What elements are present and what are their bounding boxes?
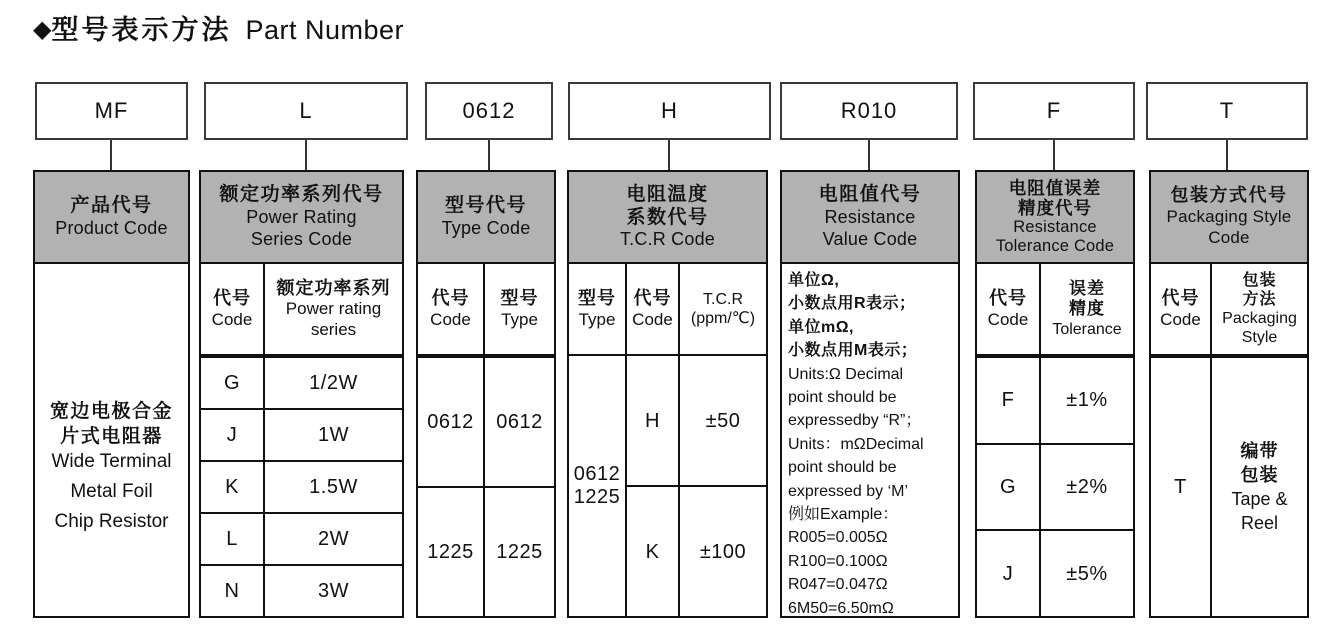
subheader-zh: 型号 <box>578 288 616 308</box>
row-code: T <box>1151 358 1212 616</box>
row-value: 2W <box>318 528 349 550</box>
column-product-code <box>33 170 190 618</box>
packaging-table-subheader <box>1151 264 1307 356</box>
table-row <box>977 443 1133 530</box>
subheader-en: Code <box>211 309 253 329</box>
subheader-en: Code <box>430 309 471 329</box>
note-line: R047=0.047Ω <box>788 576 888 594</box>
row-code: F <box>977 358 1041 443</box>
part-box-value: 0612 <box>462 98 516 123</box>
row-value: 1W <box>318 424 349 446</box>
table-row <box>201 408 402 460</box>
table-row <box>418 356 554 486</box>
column-packaging <box>1149 170 1309 618</box>
resistance-value-notes <box>780 262 960 618</box>
part-box-value: MF <box>94 98 129 123</box>
description-line: Metal Foil <box>70 480 153 502</box>
header-en: Power Rating <box>246 206 357 227</box>
subheader-zh: 代号 <box>431 288 470 308</box>
note-line: R005=0.005Ω <box>788 529 888 547</box>
row-code: H <box>627 356 680 485</box>
subheader-code <box>1151 264 1212 354</box>
note-line: expressedby “R”； <box>788 412 922 430</box>
description-line: Wide Terminal <box>51 450 172 472</box>
row-value: 1/2W <box>309 372 358 394</box>
column-tolerance <box>975 170 1135 618</box>
subheader-en: Type <box>578 309 616 329</box>
header-zh: 包装方式代号 <box>1170 185 1288 206</box>
header-en: T.C.R Code <box>619 229 716 250</box>
connector-line <box>110 140 112 172</box>
product-code-header <box>33 170 190 264</box>
table-row <box>977 356 1133 443</box>
page-title <box>33 8 404 47</box>
note-line: 单位mΩ, <box>788 318 855 336</box>
header-zh: 精度代号 <box>1018 198 1092 219</box>
packaging-line: Tape & <box>1231 489 1288 509</box>
row-type: 0612 <box>496 411 543 433</box>
power-table-subheader <box>201 264 402 356</box>
table-row <box>201 564 402 616</box>
subheader-zh: 方法 <box>1242 290 1277 308</box>
part-box-product-code <box>35 82 188 140</box>
type-code-table <box>416 262 556 618</box>
row-type: 1225 <box>496 541 543 563</box>
subheader-en: Style <box>1241 329 1278 347</box>
header-en: Code <box>1208 227 1250 247</box>
part-box-value: T <box>1219 98 1235 123</box>
table-row <box>201 512 402 564</box>
subheader-en: Type <box>501 309 538 329</box>
subheader-zh: 代号 <box>213 288 251 308</box>
header-zh: 产品代号 <box>70 195 153 217</box>
header-zh: 型号代号 <box>444 195 527 217</box>
note-line: expressed by ‘M’ <box>788 482 909 500</box>
row-value: ±5% <box>1066 562 1108 585</box>
part-box-value: L <box>299 98 313 123</box>
header-zh: 电阻温度 <box>626 183 709 205</box>
subheader-en: (ppm/℃) <box>690 310 756 327</box>
row-value: 1.5W <box>309 476 358 498</box>
row-value <box>1212 358 1307 616</box>
row-value: ±2% <box>1066 476 1108 498</box>
row-code: 0612 <box>418 358 485 486</box>
type-table-subheader <box>418 264 554 356</box>
column-tcr-code <box>567 170 768 618</box>
description-line: 宽边电极合金 <box>49 400 173 422</box>
row-value: ±50 <box>705 409 741 432</box>
part-box-value: F <box>1046 98 1062 123</box>
type-code-header <box>416 170 556 264</box>
table-row <box>418 486 554 616</box>
note-line: 6M50=6.50mΩ <box>788 599 894 617</box>
subheader-zh: 误差 <box>1069 279 1105 299</box>
subheader-code <box>418 264 485 354</box>
tcr-table-body <box>569 356 766 616</box>
connector-line <box>488 140 490 172</box>
type-value: 1225 <box>573 486 621 508</box>
subheader-zh: 精度 <box>1069 299 1105 319</box>
header-en: Type Code <box>441 217 531 238</box>
subheader-en: series <box>310 319 357 339</box>
column-type-code <box>416 170 556 618</box>
row-code: 1225 <box>418 488 485 616</box>
row-code: J <box>977 531 1041 616</box>
subheader-tolerance <box>1041 264 1133 354</box>
tolerance-table <box>975 262 1135 618</box>
subheader-zh: 型号 <box>500 288 539 308</box>
header-en: Product Code <box>55 217 168 238</box>
subheader-en: Packaging <box>1222 310 1297 327</box>
row-code: N <box>201 566 265 616</box>
part-box-tolerance <box>973 82 1135 140</box>
row-code: K <box>627 487 680 616</box>
row-code: G <box>201 358 265 408</box>
connector-line <box>1226 140 1228 172</box>
subheader-code <box>627 264 680 354</box>
table-row <box>201 356 402 408</box>
subheader-type <box>485 264 554 354</box>
part-box-resistance <box>780 82 958 140</box>
header-en: Series Code <box>250 228 353 249</box>
column-power-rating <box>199 170 404 618</box>
header-en: Packaging Style <box>1166 207 1292 227</box>
note-line: 例如Example： <box>788 506 899 524</box>
tcr-rows <box>627 356 766 616</box>
subheader-style <box>1212 264 1307 354</box>
subheader-en: Code <box>632 309 673 329</box>
header-zh: 电阻值代号 <box>818 184 922 206</box>
row-value: ±100 <box>699 540 747 563</box>
description-line: Chip Resistor <box>54 510 169 532</box>
packaging-header <box>1149 170 1309 264</box>
resistance-value-header <box>780 170 960 264</box>
header-en: Value Code <box>822 228 918 249</box>
connector-line <box>305 140 307 172</box>
packaging-line: Reel <box>1240 513 1279 533</box>
note-line: point should be <box>788 389 897 407</box>
table-row <box>977 529 1133 616</box>
subheader-series <box>265 264 402 354</box>
note-line: point should be <box>788 459 897 477</box>
power-rating-header <box>199 170 404 264</box>
subheader-en: Power rating <box>285 299 382 319</box>
packaging-line: 包装 <box>1240 465 1279 485</box>
connector-line <box>868 140 870 172</box>
connector-line <box>668 140 670 172</box>
note-line: Units:Ω Decimal <box>788 365 904 383</box>
type-value: 0612 <box>573 463 621 485</box>
table-row <box>1151 356 1307 616</box>
subheader-zh: 代号 <box>1161 288 1200 308</box>
row-code: L <box>201 514 265 564</box>
subheader-en: Code <box>987 309 1029 329</box>
table-row <box>627 485 766 616</box>
part-box-packaging <box>1146 82 1308 140</box>
part-box-value: H <box>661 98 678 123</box>
subheader-en: Tolerance <box>1052 320 1122 338</box>
subheader-zh: 代号 <box>989 288 1027 308</box>
table-row <box>627 356 766 485</box>
subheader-zh: 额定功率系列 <box>276 277 391 298</box>
table-row <box>201 460 402 512</box>
title-en: Part Number <box>245 15 405 45</box>
tcr-type-span <box>569 356 627 616</box>
row-code: J <box>201 410 265 460</box>
part-box-value: R010 <box>840 98 898 123</box>
subheader-code <box>977 264 1041 354</box>
note-line: R100=0.100Ω <box>788 552 888 570</box>
subheader-tcr <box>680 264 766 354</box>
part-box-tcr-code <box>568 82 771 140</box>
subheader-en: T.C.R <box>703 290 743 308</box>
subheader-en: Code <box>1160 309 1201 329</box>
description-line: 片式电阻器 <box>60 425 163 447</box>
header-zh: 系数代号 <box>626 207 709 229</box>
row-code: G <box>977 445 1041 530</box>
diamond-icon: ◆ <box>33 16 52 43</box>
note-line: 单位Ω, <box>788 272 840 289</box>
subheader-type <box>569 264 627 354</box>
power-rating-table <box>199 262 404 618</box>
note-line: 小数点用R表示； <box>788 295 916 313</box>
subheader-code <box>201 264 265 354</box>
header-en: Resistance <box>824 206 916 227</box>
part-box-type-code <box>425 82 553 140</box>
title-zh: 型号表示方法 <box>51 15 232 45</box>
subheader-zh: 代号 <box>633 288 672 308</box>
header-zh: 额定功率系列代号 <box>219 184 384 206</box>
note-line: 小数点用M表示； <box>788 342 918 360</box>
note-line: Units：mΩDecimal <box>788 435 924 453</box>
tolerance-table-subheader <box>977 264 1133 356</box>
packaging-line: 编带 <box>1240 441 1279 461</box>
header-en: Resistance <box>1013 218 1097 237</box>
product-code-description <box>33 262 190 618</box>
packaging-table <box>1149 262 1309 618</box>
subheader-zh: 包装 <box>1242 271 1277 289</box>
header-en: Tolerance Code <box>995 237 1115 256</box>
connector-line <box>1053 140 1055 172</box>
tcr-table-subheader <box>569 264 766 356</box>
row-code: K <box>201 462 265 512</box>
column-resistance-value <box>780 170 960 618</box>
tcr-table <box>567 262 768 618</box>
row-value: 3W <box>318 580 349 602</box>
tcr-code-header <box>567 170 768 264</box>
part-box-power-rating <box>204 82 408 140</box>
row-value: ±1% <box>1066 389 1108 412</box>
header-zh: 电阻值误差 <box>1008 177 1102 198</box>
tolerance-header <box>975 170 1135 264</box>
